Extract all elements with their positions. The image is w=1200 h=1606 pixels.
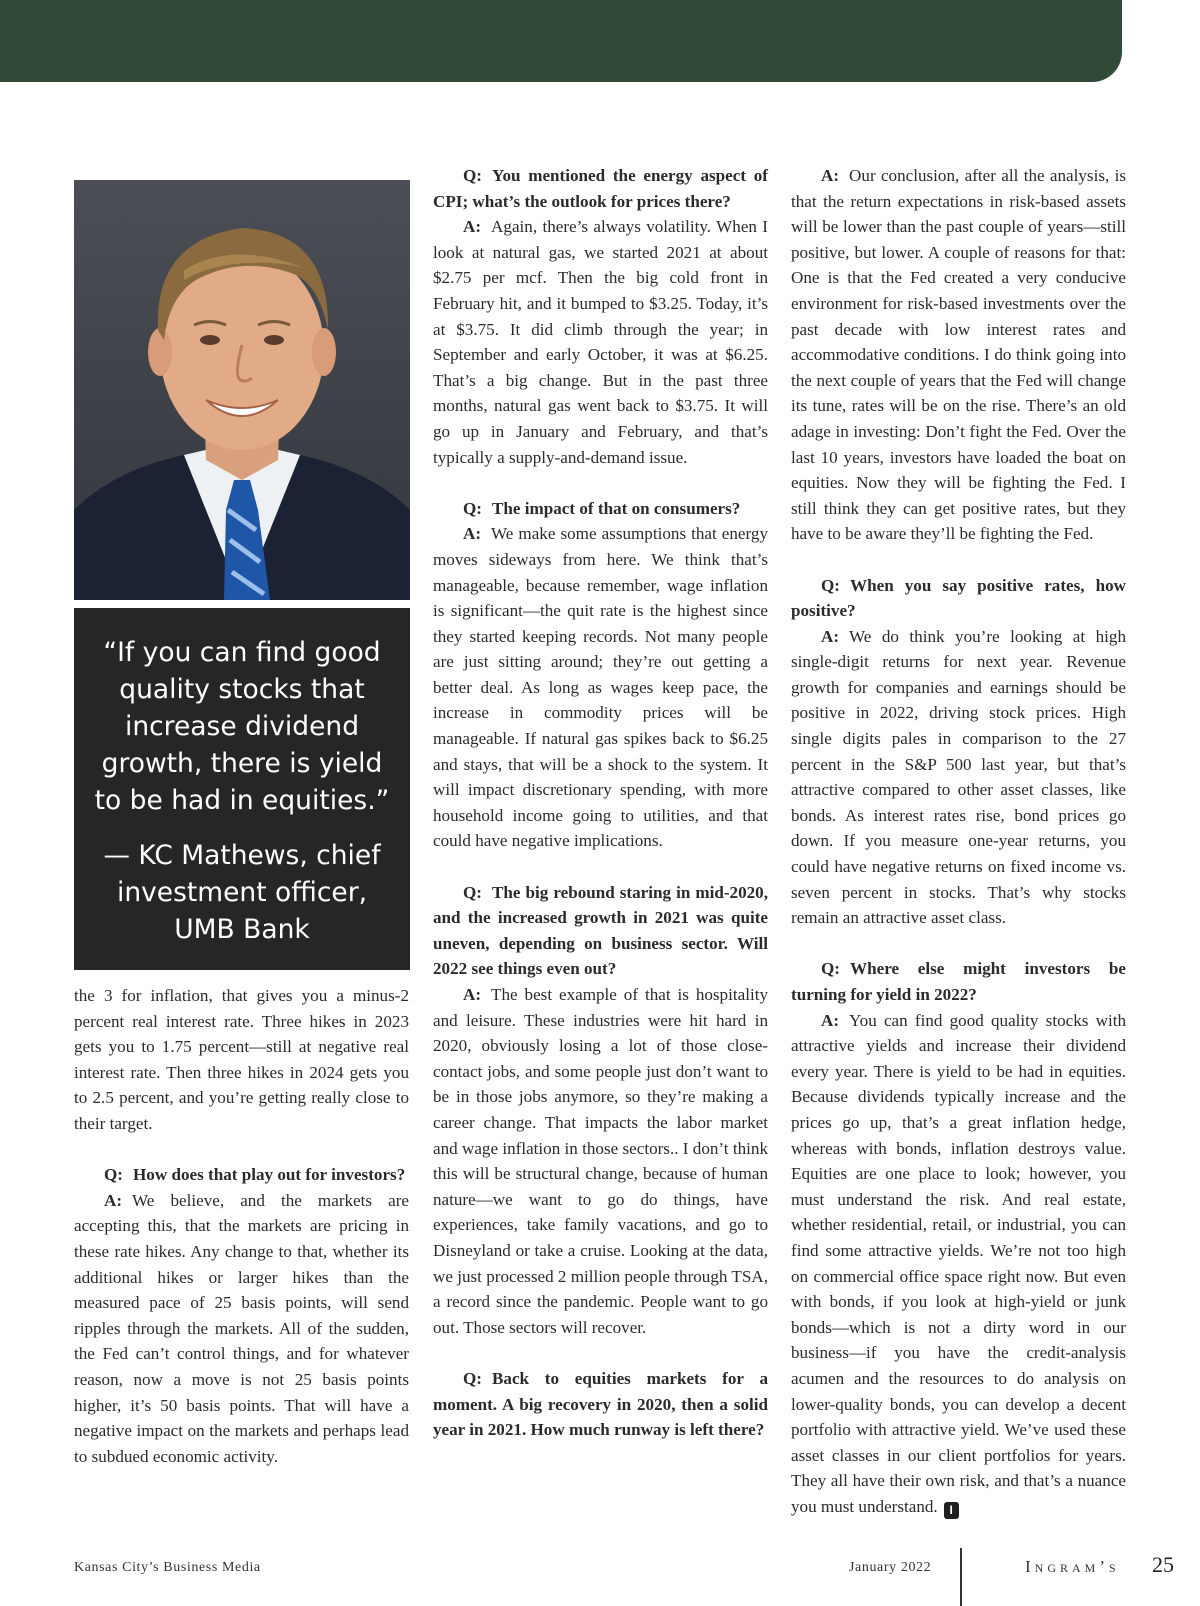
end-of-article-icon: I — [944, 1502, 959, 1519]
answer — [433, 982, 768, 1340]
q-label: Q: — [463, 166, 482, 185]
answer — [791, 624, 1126, 931]
question — [433, 1366, 768, 1443]
a-label: A: — [104, 1190, 123, 1210]
article-column-1 — [74, 983, 409, 1469]
q-label: Q: — [463, 1368, 482, 1388]
answer-text: We believe, and the markets are accepting this, that the markets are pricing in these rate hikes. Any change to that, whether its additional hikes or larger hikes than the measured pace of 25 basis points, will send ripples through the markets. All of the sudden, the Fed can’t control things, and for whatever reason, now a move is not 25 basis points higher, it’s 50 basis points. That will have a negative impact on the markets and perhaps lead to subdued economic activity. — [74, 1190, 409, 1466]
q-label: Q: — [821, 959, 840, 979]
header-band — [0, 0, 1122, 82]
answer-text: Our conclusion, after all the analysis, is that the return expectations in risk-based assets will be lower than the past couple of years—still positive, but lower. A couple of reasons for that: One is that the Fed created a very conducive environment for risk-based investments over the past decade with low interest rates and accommodative conditions. I do think going into the next couple of years that the Fed will change its tune, rates will be on the rise. There’s an old adage in investing: Don’t fight the Fed. Over the last 10 years, investors have loaded the boat on equities. Now they will be fighting the Fed. I still think they can get positive rates, but they have to be aware they’ll be fighting the Fed. — [791, 166, 1126, 544]
question-text: How does that play out for investors? — [133, 1165, 406, 1185]
answer — [791, 163, 1126, 547]
question-text: You mentioned the energy aspect of CPI; what’s the outlook for prices there? — [433, 166, 768, 211]
portrait-photo — [74, 180, 410, 600]
question — [74, 1162, 409, 1188]
pull-quote — [74, 608, 410, 970]
answer-text: We do think you’re looking at high single-digit returns for next year. Revenue growth for companies and earnings should be positive in 2022, driving stock prices. High single digits pales in comparison to the 27 percent in the S&P 500 last year, but that’s attractive compared to other asset classes, like bonds. As interest rates rise, bond prices go down. If you measure one-year returns, you could have negative returns on fixed income vs. seven percent in stocks. That’s why stocks remain an attractive asset class. — [791, 626, 1126, 928]
q-label: Q: — [463, 498, 482, 518]
a-label: A: — [463, 985, 482, 1004]
answer-text: Again, there’s always volatility. When I look at natural gas, we started 2021 at about $2.75 per mcf. Then the big cold front in February hit, and it bumped to $3.25. Today, it’s at $3.75. It did climb through the year; in September and early October, it was at $6.25. That’s a big change. But in the past three months, natural gas went back to $3.75. It will go up in January and February, and that’s typically a supply-and-demand issue. — [433, 217, 768, 467]
q-label: Q: — [463, 882, 482, 902]
page-number: 25 — [1152, 1552, 1174, 1577]
answer-text: You can find good quality stocks with attractive yields and increase their dividend every year. There is yield to be had in equities. Because dividends typically increase and the prices go up, that’s a great inflation hedge, whereas with bonds, inflation destroys value. Equities are one place to look; however, you must understand the risk. And real estate, whether residential, retail, or industrial, you can find some attractive yields. We’re not too high on commercial office space right now. But even with bonds, if you look at high-yield or junk bonds—which is not a dirty word in our business—if you have the credit-analysis acumen and the resources to do analysis on lower-quality bonds, you can develop a decent portfolio with attractive yield. We’ve used these asset classes in our client portfolios for years. They all have their own risk, and that’s a nuance you must understand. — [791, 1010, 1126, 1516]
question — [433, 880, 768, 982]
footer-publication: Kansas City’s Business Media — [74, 1560, 261, 1575]
question-text: Back to equities markets for a moment. A big recovery in 2020, then a solid year in 2021. How much runway is left there? — [433, 1368, 768, 1440]
question — [791, 956, 1126, 1007]
question-text: The big rebound staring in mid-2020, and the increased growth in 2021 was quite uneven, depending on business sector. Will 2022 see things even out? — [433, 882, 768, 979]
footer-brand: Ingram’s — [1025, 1557, 1120, 1576]
footer-divider — [960, 1548, 962, 1606]
article-column-3 — [791, 163, 1126, 1519]
a-label: A: — [821, 166, 840, 185]
answer-text: The best example of that is hospitality and leisure. These industries were hit hard in 2020, obviously losing a lot of those close-contact jobs, and some people just don’t want to be in those jobs anymore, so they’re making a career change. That impacts the labor market and wage inflation in those sectors.. I don’t think this will be structural change, because of human nature—we want to go do things, have experiences, take family vacations, and go to Disneyland or take a cruise. Looking at the data, we just processed 2 million people through TSA, a record since the pandemic. People want to go out. Those sectors will recover. — [433, 985, 768, 1337]
paragraph: the 3 for inflation, that gives you a minus-2 percent real interest rate. Three hikes in 2023 gets you to 1.75 percent—still at negative real interest rate. Then three hikes in 2024 gets you to 2.5 percent, and you’re getting really close to their target. — [74, 986, 409, 1133]
article-column-2 — [433, 163, 768, 1443]
pull-quote-attribution: — KC Mathews, chief investment officer, UMB Bank — [103, 840, 381, 945]
a-label: A: — [821, 626, 840, 646]
answer — [433, 521, 768, 854]
question-text: When you say positive rates, how positive? — [791, 575, 1126, 621]
a-label: A: — [463, 217, 482, 237]
a-label: A: — [463, 524, 482, 544]
question — [433, 163, 768, 214]
answer-text: We make some assumptions that energy moves sideways from here. We think that’s manageable, because remember, wage inflation is significant—the quit rate is the highest since they started keeping records. Not many people are just sitting around; they’re out getting a better deal. As long as wages keep pace, the increase in commodity prices will be manageable. If natural gas spikes back to $6.25 and stays, that will be a shock to the system. It will impact discretionary spending, with more household income going to utilities, and that could have negative implications. — [433, 524, 768, 851]
answer — [791, 1008, 1126, 1520]
question — [791, 573, 1126, 624]
question-text: The impact of that on consumers? — [492, 498, 741, 518]
question — [433, 496, 768, 522]
footer-date: January 2022 — [849, 1560, 932, 1575]
q-label: Q: — [821, 575, 840, 595]
pull-quote-text: “If you can find good quality stocks that increase dividend growth, there is yield to be had in equities.” — [94, 637, 390, 816]
a-label: A: — [821, 1010, 840, 1030]
answer — [74, 1188, 409, 1470]
q-label: Q: — [104, 1165, 123, 1185]
question-text: Where else might investors be turning for yield in 2022? — [791, 959, 1126, 1004]
answer — [433, 214, 768, 470]
